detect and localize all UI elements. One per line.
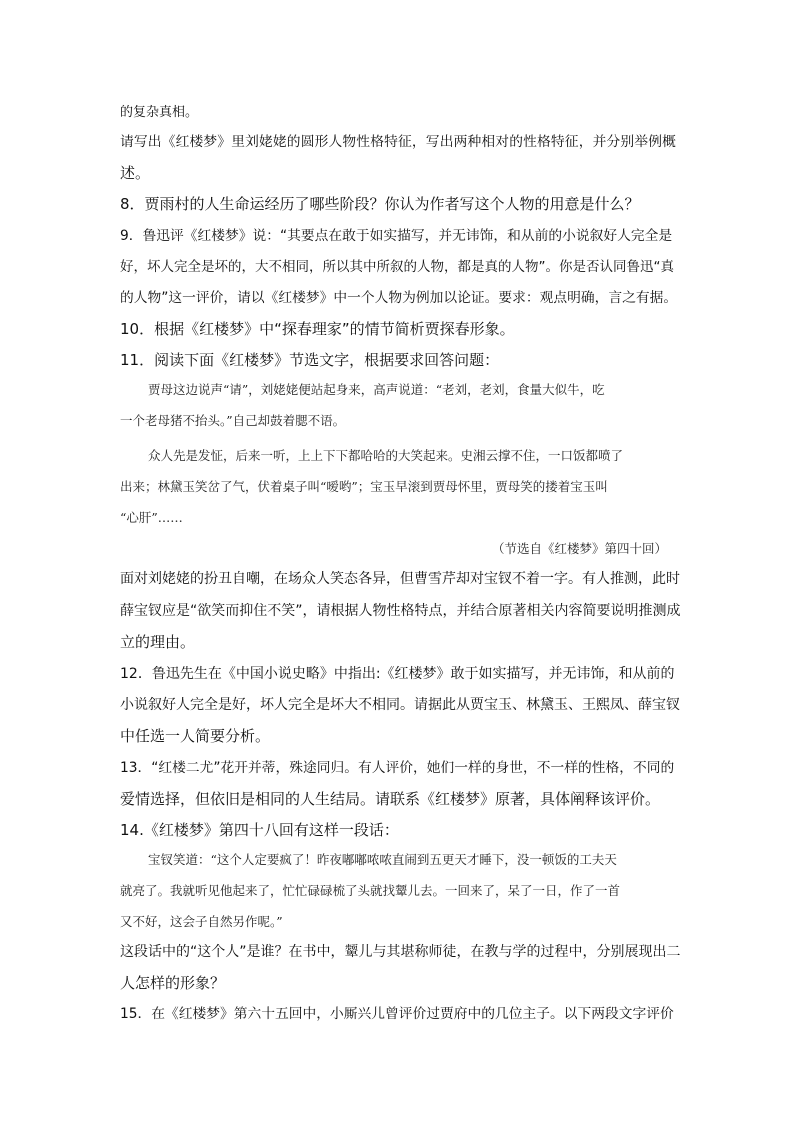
question-9: 9．鲁迅评《红楼梦》说：“其要点在敢于如实描写，并无讳饰，和从前的小说叙好人完全是 xyxy=(120,228,673,244)
question-15: 15．在《红楼梦》第六十五回中，小厮兴儿曾评价过贾府中的几位主子。以下两段文字评价 xyxy=(120,1006,674,1022)
text-line: 的复杂真相。 xyxy=(120,105,199,120)
text-line: 的人物”这一评价，请以《红楼梦》中一个人物为例加以论证。要求：观点明确，言之有据。 xyxy=(120,290,678,306)
text-line: 好，坏人完全是坏的，大不相同，所以其中所叙的人物，都是真的人物”。你是否认同鲁迅“真 xyxy=(120,259,674,275)
question-8: 8．贾雨村的人生命运经历了哪些阶段？你认为作者写这个人物的用意是什么？ xyxy=(120,195,640,213)
excerpt-line: 众人先是发怔，后来一听，上上下下都哈哈的大笑起来。史湘云撑不住，一口饭都喷了 xyxy=(148,448,624,463)
text-line: 立的理由。 xyxy=(120,633,196,651)
text-line: 人怎样的形象？ xyxy=(120,974,226,992)
question-14-prompt: 这段话中的“这个人”是谁？在书中，颦儿与其堪称师徒，在教与学的过程中，分别展现出二 xyxy=(120,944,681,960)
text-line: 中任选一人简要分析。 xyxy=(120,727,271,745)
excerpt-line: 一个老母猪不抬头。”自己却鼓着腮不语。 xyxy=(120,413,346,428)
question-7-prompt: 请写出《红楼梦》里刘姥姥的圆形人物性格特征，写出两种相对的性格特征，并分别举例概 xyxy=(120,134,677,150)
question-12: 12．鲁迅先生在《中国小说史略》中指出:《红楼梦》敢于如实描写，并无讳饰，和从前的 xyxy=(120,666,675,682)
excerpt-source: （节选自《红楼梦》第四十回） xyxy=(491,541,667,556)
question-11-prompt: 面对刘姥姥的扮丑自嘲，在场众人笑态各异，但曹雪芹却对宝钗不着一字。有人推测，此时 xyxy=(120,571,680,587)
text-line: 小说叙好人完全是好，坏人完全是坏大不相同。请据此从贾宝玉、林黛玉、王熙凤、薛宝钗 xyxy=(120,697,680,713)
excerpt-line: 又不好，这会子自然另作呢。” xyxy=(120,914,283,929)
excerpt-line: 宝钗笑道：“这个人定要疯了！昨夜嘟嘟哝哝直闹到五更天才睡下，没一顿饭的工夫天 xyxy=(148,852,617,867)
excerpt-line: 贾母这边说声“请”，刘姥姥便站起身来，高声说道：“老刘，老刘，食量大似牛，吃 xyxy=(148,382,605,397)
question-10: 10．根据《红楼梦》中“探春理家”的情节简析贾探春形象。 xyxy=(120,320,515,338)
text-line: 薛宝钗应是“欲笑而抑住不笑”，请根据人物性格特点，并结合原著相关内容简要说明推测成 xyxy=(120,603,681,619)
question-13: 13．“红楼二尤”花开并蒂，殊途同归。有人评价，她们一样的身世，不一样的性格，不同的 xyxy=(120,760,675,776)
text-line: 爱情选择，但依旧是相同的人生结局。请联系《红楼梦》原著，具体阐释该评价。 xyxy=(120,790,661,808)
text-line: 述。 xyxy=(120,164,151,182)
excerpt-line: 出来；林黛玉笑岔了气，伏着桌子叫“嗳哟”；宝玉早滚到贾母怀里，贾母笑的搂着宝玉叫 xyxy=(120,479,608,494)
excerpt-line: 就亮了。我就听见他起来了，忙忙碌碌梳了头就找颦儿去。一回来了，呆了一日，作了一首 xyxy=(120,883,621,898)
question-11: 11．阅读下面《红楼梦》节选文字，根据要求回答问题： xyxy=(120,351,500,369)
excerpt-line: “心肝”…… xyxy=(120,510,183,525)
question-14: 14.《红楼梦》第四十八回有这样一段话： xyxy=(120,821,399,839)
